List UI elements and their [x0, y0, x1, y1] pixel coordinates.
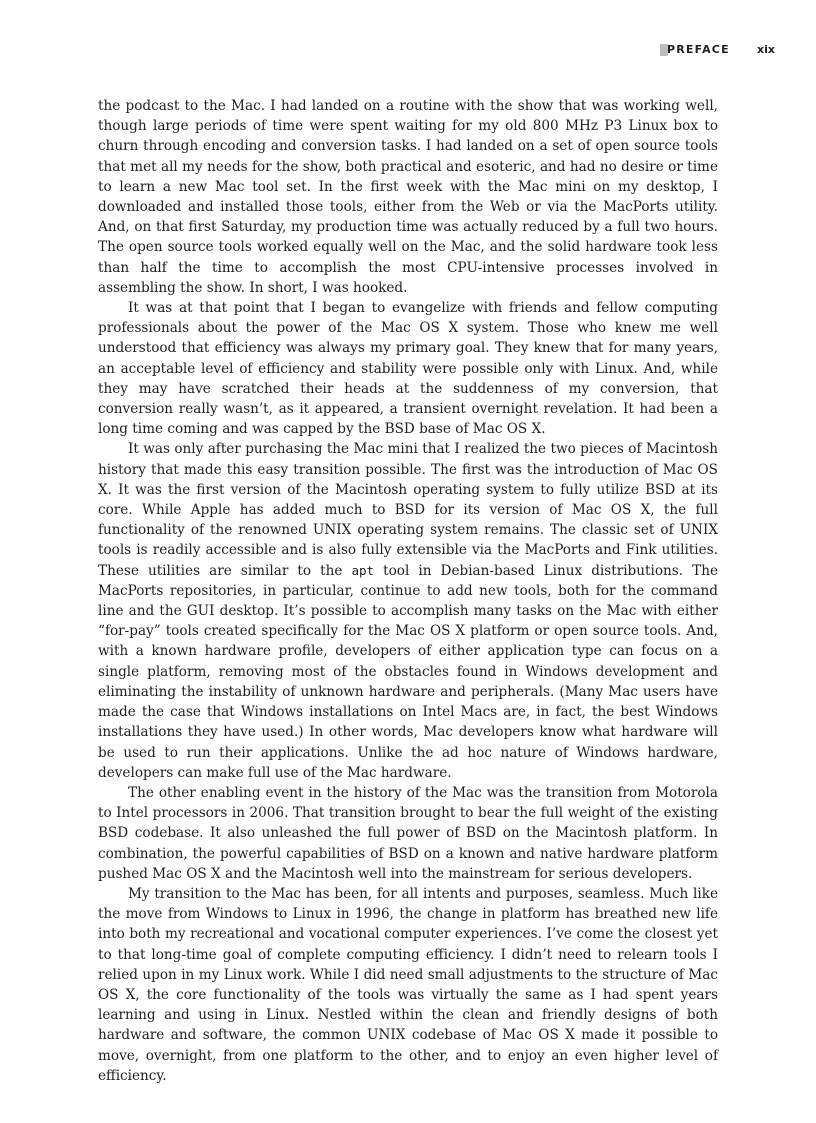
paragraph-continued: the podcast to the Mac. I had landed on a routine with the show that was working well, though large periods of time were spent waiting for my old 800 MHz P3 Linux box to churn through encoding and conversion tasks. I had landed on a set of open source tools that met all my needs for the show, both practical and esoteric, and had no desire or time to learn a new Mac tool set. In the first week with the Mac mini on my desktop, I downloaded and installed those tools, either from the Web or via the MacPorts utility. And, on that first Saturday, my production time was actually reduced by a full two hours. The open source tools worked equally well on the Mac, and the solid hardware took less than half the time to accomplish the most CPU-intensive processes involved in assembling the show. In short, I was hooked.	[98, 98, 718, 296]
paragraph-my-transition: My transition to the Mac has been, for all intents and purposes, seamless. Much like the move from Windows to Linux in 1996, the change in platform has breathed new life into both my recreational and vocational computer experiences. I’ve come the closest yet to that long-time goal of complete computing efficiency. I didn’t need to relearn tools I relied upon in my Linux work. While I did need small adjustments to the structure of Mac OS X, the core functionality of the tools was virtually the same as I had spent years learning and using in Linux. Nestled within the clean and friendly designs of both hardware and software, the common UNIX codebase of Mac OS X made it possible to move, overnight, from one platform to the other, and to enjoy an even higher level of efficiency.	[98, 885, 718, 1084]
paragraph-history-text-a: It was only after purchasing the Mac mini that I realized the two pieces of Macintosh history that made this easy transition possible. The first was the introduction of Mac OS X. It was the first version of the Macintosh operating system to fully utilize BSD at its core. While Apple has added much to BSD for its version of Mac OS X, the full functionality of the renowned UNIX operating system remains. The classic set of UNIX tools is readily accessible and is also fully extensible via the MacPorts and Fink utilities. These utilities are similar to the	[98, 441, 718, 579]
section-title: PREFACE	[667, 43, 730, 56]
paragraph-history-text-b: tool in Debian-based Linux distributions. The MacPorts repositories, in particular, continue to add new tools, both for the command line and the GUI desktop. It’s possible to accomplish many tasks on the Mac with either “for-pay” tools created specifically for the Mac OS X platform or open source tools. And, with a known hardware profile, developers of either application type can focus on a single platform, removing most of the obstacles found in Windows development and eliminating the instability of unknown hardware and peripherals. (Many Mac users have made the case that Windows installations on Intel Macs are, in fact, the best Windows installations they have used.) In other words, Mac developers know what hardware will be used to run their applications. Unlike the ad hoc nature of Windows hardware, developers can make full use of the Mac hardware.	[98, 562, 718, 781]
inline-code-apt: apt	[351, 562, 375, 578]
body-text	[98, 96, 718, 1086]
page-number: xix	[757, 43, 775, 56]
paragraph-evangelize: It was at that point that I began to evangelize with friends and fellow computing professionals about the power of the Mac OS X system. Those who knew me well understood that efficiency was always my primary goal. They knew that for many years, an acceptable level of efficiency and stability were possible only with Linux. And, while they may have scratched their heads at the suddenness of my conversion, that conversion really wasn’t, as it appeared, a transient overnight revelation. It had been a long time coming and was capped by the BSD base of Mac OS X.	[98, 300, 718, 438]
paragraph-intel-transition: The other enabling event in the history of the Mac was the transition from Motorola to Intel processors in 2006. That transition brought to bear the full weight of the existing BSD codebase. It also unleashed the full power of BSD on the Macintosh platform. In combination, the powerful capabilities of BSD on a known and native hardware platform pushed Mac OS X and the Macintosh well into the mainstream for serious developers.	[98, 784, 718, 882]
paragraph-history	[98, 439, 718, 782]
running-head	[0, 43, 816, 59]
